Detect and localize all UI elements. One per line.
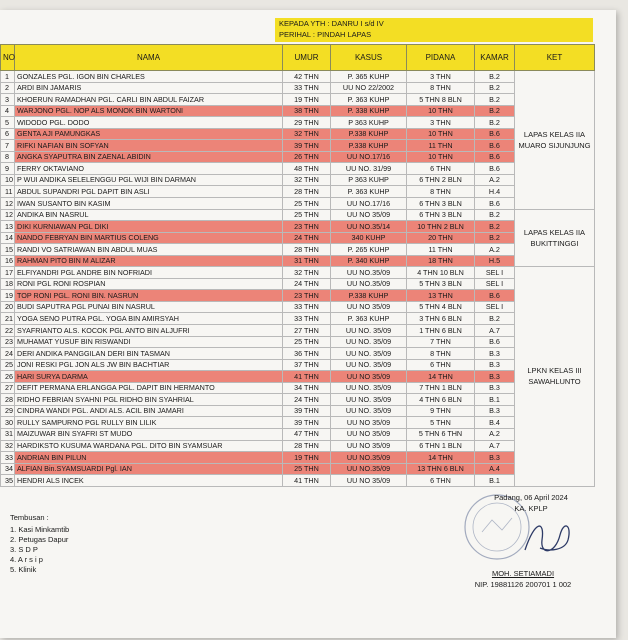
- row-sentence: 5 THN 3 BLN: [407, 278, 475, 290]
- row-case: P 363 KUHP: [331, 174, 407, 186]
- row-name: CINDRA WANDI PGL. ANDI ALS. ACIL BIN JAMARI: [15, 405, 283, 417]
- table-row: [1, 105, 595, 117]
- row-age: 33 THN: [283, 301, 331, 313]
- tembusan-title: Tembusan :: [10, 513, 49, 522]
- row-name: RAHMAN PITO BIN M ALIZAR: [15, 255, 283, 267]
- row-sentence: 3 THN: [407, 117, 475, 129]
- tembusan-item: 3. S D P: [10, 545, 38, 554]
- row-age: 36 THN: [283, 348, 331, 360]
- table-row: [1, 301, 595, 313]
- row-case: P. 363 KUHP: [331, 313, 407, 325]
- row-sentence: 10 THN: [407, 105, 475, 117]
- row-room: B.1: [475, 394, 515, 406]
- row-age: 48 THN: [283, 163, 331, 175]
- table-row: [1, 336, 595, 348]
- table-row: [1, 382, 595, 394]
- row-room: A.2: [475, 174, 515, 186]
- table-row: [1, 313, 595, 325]
- row-sentence: 6 THN: [407, 475, 475, 487]
- row-room: B.6: [475, 151, 515, 163]
- table-row: [1, 151, 595, 163]
- row-number: 12: [1, 198, 15, 210]
- row-room: SEL I: [475, 278, 515, 290]
- row-name: IWAN SUSANTO BIN KASIM: [15, 198, 283, 210]
- header-subject: PERIHAL : PINDAH LAPAS: [279, 30, 372, 39]
- letter-header: [275, 18, 593, 42]
- tembusan-item: 5. Klinik: [10, 565, 37, 574]
- row-name: ANGKA SYAPUTRA BIN ZAENAL ABIDIN: [15, 151, 283, 163]
- row-name: FERRY OKTAVIANO: [15, 163, 283, 175]
- row-name: WIDODO PGL. DODO: [15, 117, 283, 129]
- row-number: 29: [1, 405, 15, 417]
- row-sentence: 14 THN: [407, 371, 475, 383]
- row-sentence: 8 THN: [407, 348, 475, 360]
- table-row: [1, 428, 595, 440]
- col-header-kamar: KAMAR: [475, 45, 515, 71]
- row-number: 30: [1, 417, 15, 429]
- ket-destination: LAPAS KELAS IIA MUARO SIJUNJUNG: [515, 71, 595, 210]
- row-sentence: 10 THN: [407, 128, 475, 140]
- row-number: 9: [1, 163, 15, 175]
- row-number: 34: [1, 463, 15, 475]
- table-row: [1, 440, 595, 452]
- row-name: RONI PGL RONI ROSPIAN: [15, 278, 283, 290]
- row-number: 17: [1, 267, 15, 279]
- col-header-umur: UMUR: [283, 45, 331, 71]
- row-case: UU NO. 35/09: [331, 336, 407, 348]
- row-name: RIDHO FEBRIAN SYAHNI PGL RIDHO BIN SYAHRIAL: [15, 394, 283, 406]
- row-name: ELFIYANDRI PGL ANDRE BIN NOFRIADI: [15, 267, 283, 279]
- row-case: P. 340 KUHP: [331, 255, 407, 267]
- row-name: DEFIT PERMANA ERLANGGA PGL. DAPIT BIN HERMANTO: [15, 382, 283, 394]
- row-room: H.5: [475, 255, 515, 267]
- signature-scribble: [520, 510, 580, 560]
- row-room: A.2: [475, 244, 515, 256]
- row-number: 8: [1, 151, 15, 163]
- row-room: B.3: [475, 382, 515, 394]
- row-sentence: 5 THN 4 BLN: [407, 301, 475, 313]
- row-name: YOGA SENO PUTRA PGL. YOGA BIN AMIRSYAH: [15, 313, 283, 325]
- row-age: 19 THN: [283, 94, 331, 106]
- row-sentence: 8 THN: [407, 186, 475, 198]
- table-header-row: [1, 45, 595, 71]
- row-case: UU NO.35/14: [331, 221, 407, 233]
- row-sentence: 5 THN: [407, 417, 475, 429]
- table-row: [1, 198, 595, 210]
- row-number: 1: [1, 71, 15, 83]
- row-case: UU NO.35/09: [331, 267, 407, 279]
- row-age: 41 THN: [283, 475, 331, 487]
- table-row: [1, 128, 595, 140]
- header-recipient: KEPADA YTH : DANRU I s/d IV: [279, 19, 384, 28]
- row-room: SEL I: [475, 267, 515, 279]
- row-sentence: 3 THN 6 BLN: [407, 313, 475, 325]
- tembusan-block: [10, 513, 69, 575]
- table-row: [1, 405, 595, 417]
- row-room: B.3: [475, 371, 515, 383]
- row-case: P 363 KUHP: [331, 117, 407, 129]
- row-number: 16: [1, 255, 15, 267]
- table-row: [1, 71, 595, 83]
- row-number: 20: [1, 301, 15, 313]
- row-sentence: 7 THN 1 BLN: [407, 382, 475, 394]
- ket-destination: LAPAS KELAS IIA BUKITTINGGI: [515, 209, 595, 267]
- row-sentence: 13 THN 6 BLN: [407, 463, 475, 475]
- row-age: 25 THN: [283, 198, 331, 210]
- row-case: UU NO. 35/09: [331, 359, 407, 371]
- table-row: [1, 325, 595, 337]
- row-case: P. 365 KUHP: [331, 71, 407, 83]
- row-age: 29 THN: [283, 117, 331, 129]
- row-age: 28 THN: [283, 440, 331, 452]
- row-name: MAIZUWAR BIN SYAFRI ST MUDO: [15, 428, 283, 440]
- row-age: 24 THN: [283, 278, 331, 290]
- row-room: B.3: [475, 348, 515, 360]
- row-age: 34 THN: [283, 382, 331, 394]
- table-row: [1, 174, 595, 186]
- row-room: B.6: [475, 336, 515, 348]
- row-number: 5: [1, 117, 15, 129]
- row-sentence: 1 THN 6 BLN: [407, 325, 475, 337]
- row-name: WARJONO PGL. NOP ALS MONOK BIN WARTONI: [15, 105, 283, 117]
- row-case: P. 363 KUHP: [331, 94, 407, 106]
- table-row: [1, 186, 595, 198]
- row-age: 32 THN: [283, 267, 331, 279]
- row-number: 7: [1, 140, 15, 152]
- row-age: 38 THN: [283, 105, 331, 117]
- row-sentence: 14 THN: [407, 452, 475, 464]
- row-room: B.6: [475, 163, 515, 175]
- row-room: B.4: [475, 417, 515, 429]
- col-header-ket: KET: [515, 45, 595, 71]
- row-number: 22: [1, 325, 15, 337]
- row-case: UU NO 35/09: [331, 440, 407, 452]
- row-room: A.7: [475, 440, 515, 452]
- col-header-no: NO: [1, 45, 15, 71]
- row-room: A.2: [475, 428, 515, 440]
- table-row: [1, 94, 595, 106]
- row-sentence: 6 THN: [407, 359, 475, 371]
- row-name: RIFKI NAFIAN BIN SOFYAN: [15, 140, 283, 152]
- row-sentence: 5 THN 8 BLN: [407, 94, 475, 106]
- row-age: 25 THN: [283, 209, 331, 221]
- row-number: 4: [1, 105, 15, 117]
- table-body: [1, 71, 595, 487]
- row-sentence: 6 THN 3 BLN: [407, 209, 475, 221]
- row-name: HENDRI ALS INCEK: [15, 475, 283, 487]
- row-case: UU NO. 35/09: [331, 394, 407, 406]
- row-name: SYAFRIANTO ALS. KOCOK PGL ANTO BIN ALJUFRI: [15, 325, 283, 337]
- row-case: P.338 KUHP: [331, 140, 407, 152]
- row-case: UU NO 35/09: [331, 428, 407, 440]
- table-row: [1, 140, 595, 152]
- row-name: ARDI BIN JAMARIS: [15, 82, 283, 94]
- row-number: 3: [1, 94, 15, 106]
- row-name: BUDI SAPUTRA PGL PUNAI BIN NASRUL: [15, 301, 283, 313]
- row-room: B.2: [475, 313, 515, 325]
- signature-date: Padang, 06 April 2024: [494, 493, 568, 502]
- row-sentence: 20 THN: [407, 232, 475, 244]
- row-number: 2: [1, 82, 15, 94]
- row-sentence: 4 THN 6 BLN: [407, 394, 475, 406]
- row-room: B.3: [475, 405, 515, 417]
- row-case: UU NO.35/09: [331, 452, 407, 464]
- row-age: 39 THN: [283, 405, 331, 417]
- row-age: 33 THN: [283, 313, 331, 325]
- row-case: UU NO 35/09: [331, 301, 407, 313]
- row-sentence: 9 THN: [407, 405, 475, 417]
- row-room: SEL I: [475, 301, 515, 313]
- row-room: B.2: [475, 209, 515, 221]
- row-number: 35: [1, 475, 15, 487]
- row-number: 11: [1, 186, 15, 198]
- row-case: UU NO.17/16: [331, 198, 407, 210]
- row-number: 27: [1, 382, 15, 394]
- row-case: 340 KUHP: [331, 232, 407, 244]
- row-age: 23 THN: [283, 290, 331, 302]
- row-name: RANDI VO SATRIAWAN BIN ABDUL MUAS: [15, 244, 283, 256]
- row-sentence: 6 THN: [407, 163, 475, 175]
- row-age: 24 THN: [283, 232, 331, 244]
- row-room: B.1: [475, 475, 515, 487]
- row-sentence: 11 THN: [407, 244, 475, 256]
- row-case: UU NO 35/09: [331, 417, 407, 429]
- row-age: 28 THN: [283, 244, 331, 256]
- table-row: [1, 221, 595, 233]
- row-sentence: 3 THN: [407, 71, 475, 83]
- row-room: A.4: [475, 463, 515, 475]
- col-header-nama: NAMA: [15, 45, 283, 71]
- row-name: DIKI KURNIAWAN PGL DIKI: [15, 221, 283, 233]
- row-name: MUHAMAT YUSUF BIN RISWANDI: [15, 336, 283, 348]
- table-row: [1, 244, 595, 256]
- row-name: KHOERUN RAMADHAN PGL. CARLI BIN ABDUL FAIZAR: [15, 94, 283, 106]
- table-row: [1, 463, 595, 475]
- row-sentence: 11 THN: [407, 140, 475, 152]
- row-room: B.6: [475, 198, 515, 210]
- row-number: 18: [1, 278, 15, 290]
- row-age: 42 THN: [283, 71, 331, 83]
- row-number: 33: [1, 452, 15, 464]
- row-name: NANDO FEBRYAN BIN MARTIUS COLENG: [15, 232, 283, 244]
- row-number: 15: [1, 244, 15, 256]
- row-name: ANDRIAN BIN PILUN: [15, 452, 283, 464]
- row-case: UU NO. 35/09: [331, 348, 407, 360]
- row-case: UU NO. 31/99: [331, 163, 407, 175]
- tembusan-item: 4. A r s i p: [10, 555, 43, 564]
- table-row: [1, 290, 595, 302]
- row-age: 27 THN: [283, 325, 331, 337]
- row-number: 32: [1, 440, 15, 452]
- table-row: [1, 163, 595, 175]
- row-room: B.2: [475, 71, 515, 83]
- row-number: 31: [1, 428, 15, 440]
- table-row: [1, 359, 595, 371]
- row-number: 26: [1, 371, 15, 383]
- row-number: 19: [1, 290, 15, 302]
- row-age: 37 THN: [283, 359, 331, 371]
- row-case: UU NO 22/2002: [331, 82, 407, 94]
- row-number: 28: [1, 394, 15, 406]
- row-number: 21: [1, 313, 15, 325]
- row-sentence: 8 THN: [407, 82, 475, 94]
- row-age: 19 THN: [283, 452, 331, 464]
- table-row: [1, 267, 595, 279]
- row-number: 12: [1, 209, 15, 221]
- row-case: UU NO. 35/09: [331, 382, 407, 394]
- row-room: H.4: [475, 186, 515, 198]
- row-name: RULLY SAMPURNO PGL RULLY BIN LILIK: [15, 417, 283, 429]
- row-sentence: 6 THN 3 BLN: [407, 198, 475, 210]
- row-name: ABDUL SUPANDRI PGL DAPIT BIN ASLI: [15, 186, 283, 198]
- row-case: UU NO.35/09: [331, 278, 407, 290]
- col-header-kasus: KASUS: [331, 45, 407, 71]
- row-number: 6: [1, 128, 15, 140]
- row-sentence: 5 THN 6 THN: [407, 428, 475, 440]
- row-room: B.2: [475, 105, 515, 117]
- row-case: UU NO. 35/09: [331, 405, 407, 417]
- row-name: DERI ANDIKA PANGGILAN DERI BIN TASMAN: [15, 348, 283, 360]
- transfer-table: [0, 44, 595, 487]
- row-case: UU NO. 35/09: [331, 325, 407, 337]
- ket-destination: LPKN KELAS III SAWAHLUNTO: [515, 267, 595, 486]
- row-sentence: 10 THN: [407, 151, 475, 163]
- row-name: TOP RONI PGL. RONI BIN. NASRUN: [15, 290, 283, 302]
- row-room: B.2: [475, 117, 515, 129]
- row-case: UU NO.35/09: [331, 463, 407, 475]
- table-row: [1, 209, 595, 221]
- row-age: 24 THN: [283, 394, 331, 406]
- row-room: B.2: [475, 82, 515, 94]
- row-room: B.6: [475, 128, 515, 140]
- row-age: 28 THN: [283, 186, 331, 198]
- row-age: 32 THN: [283, 174, 331, 186]
- table-row: [1, 452, 595, 464]
- row-number: 14: [1, 232, 15, 244]
- row-number: 25: [1, 359, 15, 371]
- row-age: 25 THN: [283, 336, 331, 348]
- table-row: [1, 417, 595, 429]
- row-age: 26 THN: [283, 151, 331, 163]
- row-room: A.7: [475, 325, 515, 337]
- tembusan-item: 1. Kasi Minkamtib: [10, 525, 70, 534]
- row-room: B.3: [475, 452, 515, 464]
- row-name: GENTA AJI PAMUNGKAS: [15, 128, 283, 140]
- row-sentence: 4 THN 10 BLN: [407, 267, 475, 279]
- table-row: [1, 394, 595, 406]
- row-sentence: 13 THN: [407, 290, 475, 302]
- row-case: UU NO 35/09: [331, 209, 407, 221]
- row-room: B.2: [475, 221, 515, 233]
- row-number: 24: [1, 348, 15, 360]
- signature-name: MOH. SETIAMADI: [491, 569, 555, 578]
- row-case: UU NO 35/09: [331, 371, 407, 383]
- row-room: B.6: [475, 290, 515, 302]
- row-sentence: 18 THN: [407, 255, 475, 267]
- col-header-pidana: PIDANA: [407, 45, 475, 71]
- row-name: ALFIAN Bin.SYAMSUARDI Pgl. IAN: [15, 463, 283, 475]
- row-name: ANDIKA BIN NASRUL: [15, 209, 283, 221]
- row-number: 13: [1, 221, 15, 233]
- signature-nip: NIP. 19881126 200701 1 002: [474, 580, 572, 589]
- table-row: [1, 348, 595, 360]
- row-case: UU NO.17/16: [331, 151, 407, 163]
- table-row: [1, 232, 595, 244]
- row-age: 25 THN: [283, 463, 331, 475]
- row-name: JONI RESKI PGL JON ALS JW BIN BACHTIAR: [15, 359, 283, 371]
- row-age: 47 THN: [283, 428, 331, 440]
- row-age: 41 THN: [283, 371, 331, 383]
- row-case: P. 363 KUHP: [331, 186, 407, 198]
- row-name: HARI SURYA DARMA: [15, 371, 283, 383]
- row-case: P.338 KUHP: [331, 290, 407, 302]
- row-age: 39 THN: [283, 140, 331, 152]
- row-age: 39 THN: [283, 417, 331, 429]
- tembusan-item: 2. Petugas Dapur: [10, 535, 69, 544]
- table-row: [1, 475, 595, 487]
- table-row: [1, 255, 595, 267]
- table-row: [1, 82, 595, 94]
- row-case: UU NO 35/09: [331, 475, 407, 487]
- row-case: P.338 KUHP: [331, 128, 407, 140]
- table-row: [1, 117, 595, 129]
- row-name: HARDIKSTO KUSUMA WARDANA PGL. DITO BIN SYAMSUAR: [15, 440, 283, 452]
- row-name: GONZALES PGL. IGON BIN CHARLES: [15, 71, 283, 83]
- row-name: P WUI ANDIKA SELELENGGU PGL WIJI BIN DARMAN: [15, 174, 283, 186]
- row-age: 31 THN: [283, 255, 331, 267]
- row-age: 32 THN: [283, 128, 331, 140]
- row-room: B.6: [475, 140, 515, 152]
- row-room: B.3: [475, 359, 515, 371]
- row-room: B.2: [475, 94, 515, 106]
- row-sentence: 6 THN 2 BLN: [407, 174, 475, 186]
- row-age: 23 THN: [283, 221, 331, 233]
- row-number: 10: [1, 174, 15, 186]
- row-sentence: 10 THN 2 BLN: [407, 221, 475, 233]
- table-row: [1, 371, 595, 383]
- row-age: 33 THN: [283, 82, 331, 94]
- row-case: P. 338 KUHP: [331, 105, 407, 117]
- row-number: 23: [1, 336, 15, 348]
- row-sentence: 7 THN: [407, 336, 475, 348]
- signature-title: KA. KPLP: [514, 504, 548, 513]
- row-sentence: 6 THN 1 BLN: [407, 440, 475, 452]
- table-row: [1, 278, 595, 290]
- row-room: B.2: [475, 232, 515, 244]
- row-case: P. 265 KUHP: [331, 244, 407, 256]
